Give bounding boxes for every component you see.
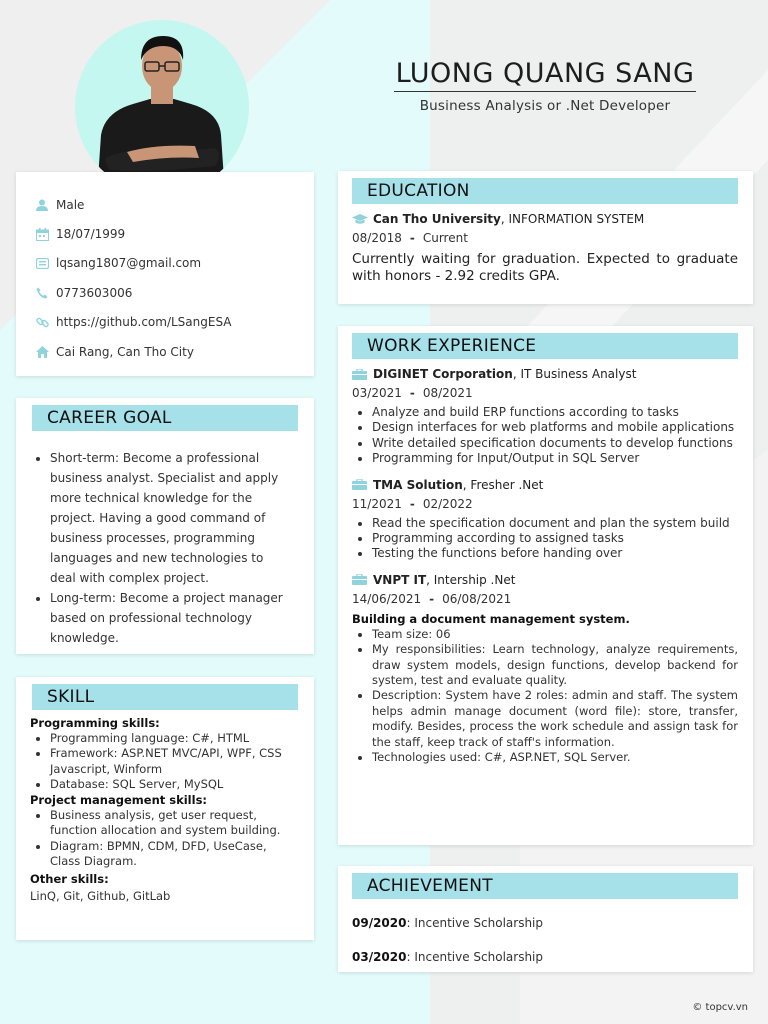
work-experience-heading: WORK EXPERIENCE <box>352 333 738 359</box>
education-entry <box>352 210 738 228</box>
list-item: • Design interfaces for web platforms and mobile applications <box>372 420 738 435</box>
contact-card <box>16 172 314 376</box>
contact-gender: Male <box>34 190 314 219</box>
other-skills-label: Other skills: <box>30 872 109 887</box>
education-heading: EDUCATION <box>352 178 738 204</box>
list-item: • Long-term: Become a project manager based on professional technology knowledge. <box>50 588 284 648</box>
candidate-role: Business Analysis or .Net Developer <box>419 98 671 114</box>
job-dates: 03/2021 - 08/2021 <box>352 386 473 400</box>
career-goal-list <box>16 431 314 648</box>
list-item: • Write detailed specification documents to develop functions <box>372 436 738 451</box>
job-dates: 14/06/2021 - 06/08/2021 <box>352 591 512 606</box>
contact-birthday: 18/07/1999 <box>34 219 314 248</box>
contact-phone[interactable]: 0773603006 <box>34 278 314 307</box>
career-goal-heading: CAREER GOAL <box>32 405 298 431</box>
career-goal-card <box>16 398 314 654</box>
education-card <box>338 171 753 304</box>
briefcase-icon <box>352 574 368 585</box>
project-details <box>352 627 738 766</box>
list-item: • Short-term: Become a professional business analyst. Specialist and apply more technical knowledge for the project. Having a good command of business processes, programming languages and new technologies to deal with complex project. <box>50 448 284 588</box>
phone-icon <box>34 286 50 300</box>
job-title-tma: TMA Solution , Fresher .Net <box>352 476 738 494</box>
footer-credit[interactable]: © topcv.vn <box>692 1002 748 1013</box>
school-name: Can Tho University <box>373 212 501 226</box>
list-item: • Diagram: BPMN, CDM, DFD, UseCase, Class Diagram. <box>50 839 300 870</box>
list-item: • Read the specification document and plan the system build <box>372 516 738 531</box>
calendar-icon <box>34 227 50 241</box>
list-item: • Database: SQL Server, MySQL <box>50 777 300 792</box>
major: , INFORMATION SYSTEM <box>500 212 645 226</box>
pm-skills-label: Project management skills: <box>30 793 208 808</box>
list-item: • My responsibilities: Learn technology, analyze requirements, draw system models, design functions, develop backend for system, test and evaluate quality. <box>372 642 738 688</box>
skill-card <box>16 677 314 940</box>
briefcase-icon <box>352 369 368 380</box>
job-tasks <box>352 516 738 562</box>
achievement-item: 09/2020: Incentive Scholarship <box>352 916 544 930</box>
email-icon <box>34 256 50 270</box>
education-dates: 08/2018 - Current <box>352 231 468 245</box>
list-item: • Technologies used: C#, ASP.NET, SQL Server. <box>372 750 738 765</box>
list-item: • Description: System have 2 roles: admin and staff. The system helps admin manage document (word file): store, transfer, modify. Besides, process the work schedule and assign task for the staff, keep track of staff's information. <box>372 688 738 750</box>
contact-github[interactable]: https://github.com/LSangESA <box>34 308 314 337</box>
contact-email[interactable]: lqsang1807@gmail.com <box>34 249 314 278</box>
profile-photo <box>75 20 249 194</box>
briefcase-icon <box>352 479 368 490</box>
achievement-heading: ACHIEVEMENT <box>352 873 738 899</box>
job-tasks <box>352 405 738 467</box>
list-item: • Business analysis, get user request, function allocation and system building. <box>50 808 300 839</box>
list-item: • Programming according to assigned tasks <box>372 531 738 546</box>
achievement-item: 03/2020: Incentive Scholarship <box>352 950 544 964</box>
list-item: • Team size: 06 <box>372 627 738 642</box>
header <box>340 58 750 114</box>
skill-heading: SKILL <box>32 684 298 710</box>
graduation-cap-icon <box>352 214 368 225</box>
achievement-card <box>338 866 753 972</box>
job-dates: 11/2021 - 02/2022 <box>352 496 473 511</box>
contact-address: Cai Rang, Can Tho City <box>34 337 314 366</box>
list-item: • Programming language: C#, HTML <box>50 731 300 746</box>
work-experience-card <box>338 326 753 845</box>
list-item: • Framework: ASP.NET MVC/API, WPF, CSS Javascript, Winform <box>50 746 300 777</box>
user-icon <box>34 198 50 212</box>
programming-skills-label: Programming skills: <box>30 716 160 730</box>
candidate-name: LUONG QUANG SANG <box>394 58 697 92</box>
other-skills: LinQ, Git, Github, GitLab <box>30 889 171 904</box>
list-item: • Programming for Input/Output in SQL Server <box>372 451 738 466</box>
job-title-diginet: DIGINET Corporation , IT Business Analyst <box>352 365 738 383</box>
link-icon <box>34 315 50 329</box>
home-icon <box>34 345 50 359</box>
programming-skills-list <box>30 731 300 792</box>
list-item: • Testing the functions before handing over <box>372 546 738 561</box>
pm-skills-list <box>30 808 300 869</box>
list-item: • Analyze and build ERP functions according to tasks <box>372 405 738 420</box>
job-title-vnpt: VNPT IT , Intership .Net <box>352 571 738 589</box>
project-title: Building a document management system. <box>352 611 630 626</box>
education-description: Currently waiting for graduation. Expected to graduate with honors - 2.92 credits GPA. <box>352 251 738 284</box>
